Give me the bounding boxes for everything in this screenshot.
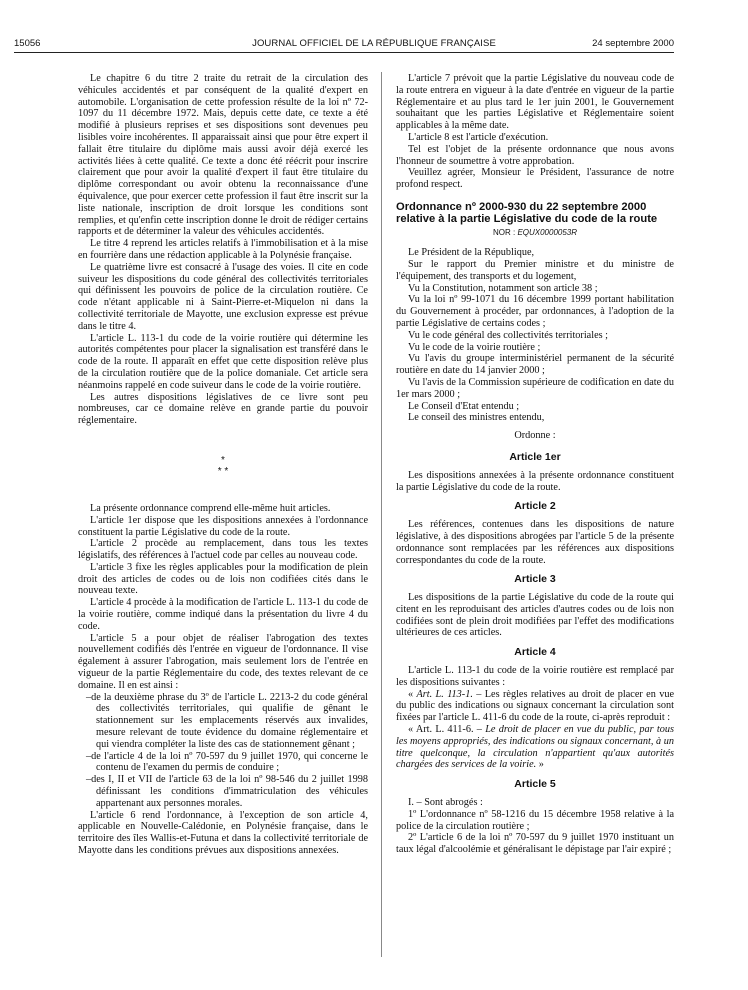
list-item: – de l'article 4 de la loi nº 70-597 du 9 juillet 1970, qui concerne le contenu de l'examen du permis de conduire ; xyxy=(78,751,368,775)
paragraph: Les dispositions de la partie Législative du code de la route qui citent en les reproduisant des articles d'autres codes ou de lois non codifiées sont de plein droit modifiées par l'effet des modifications ultérieures de ces articles. xyxy=(396,592,674,639)
paragraph: Vu l'avis du groupe interministériel permanent de la sécurité routière en date du 14 janvier 2000 ; xyxy=(396,353,674,377)
paragraph: L'article 8 est l'article d'exécution. xyxy=(408,131,549,143)
paragraph: Sur le rapport du Premier ministre et du ministre de l'équipement, des transports et du logement, xyxy=(396,258,674,282)
quoted-text: – Les règles relatives au droit de placer en vue du public des indications ou signaux concernant la circulation sont fixées par l'article L. 411-6 du code de la route, ci-après reproduit : xyxy=(396,688,675,724)
quote-open: « xyxy=(408,688,417,700)
paragraph: 2º L'article 6 de la loi nº 70-597 du 9 juillet 1970 instituant un taux légal d'alcoolémie et généralisant le dépistage par l'air expiré ; xyxy=(396,832,674,856)
paragraph: Le Président de la République, xyxy=(408,247,535,259)
paragraph: Tel est l'objet de la présente ordonnance que nous avons l'honneur de soumettre à votre approbation. xyxy=(396,143,674,167)
paragraph: Vu le code de la voirie routière ; xyxy=(408,341,541,353)
quoted-article xyxy=(396,724,674,771)
paragraph: La présente ordonnance comprend elle-même huit articles. xyxy=(90,502,331,514)
quoted-text-italic: Le droit de placer en vue du public, par tous les moyens appropriés, des indications ou signaux concernant, à un titre quelconque, la circulation n'appartient qu'aux autorités chargées des services de la voirie. xyxy=(396,724,674,771)
paragraph: Vu la loi nº 99-1071 du 16 décembre 1999 portant habilitation du Gouvernement à procéder, par ordonnances, à l'adoption de la partie Législative de certains codes ; xyxy=(396,294,674,329)
quoted-article-ref: Art. L. 113-1. xyxy=(416,688,473,700)
paragraph: L'article 6 rend l'ordonnance, à l'exception de son article 4, applicable en Nouvelle-Calédonie, en Polynésie française, dans le territoire des îles Wallis-et-Futuna et dans la collectivité territoriale de Mayotte dans les conditions prévues aux dispositions annexées. xyxy=(78,809,368,857)
quote-lead: « Art. L. 411-6. – xyxy=(408,724,486,736)
list-item: – des I, II et VII de l'article 63 de la loi nº 98-546 du 2 juillet 1998 définissant les conditions d'immatriculation des véhicules appartenant aux personnes morales. xyxy=(78,774,368,809)
paragraph: L'article L. 113-1 du code de la voirie routière qui détermine les autorités compétentes pour placer la signalisation est transféré dans le code de la route. Il apparaît en effet que cette disposition relève plus de la circulation routière que de la police domaniale. Cet article sera néanmoins rappelé en code suiveur dans le code de la voirie routière. xyxy=(78,332,368,391)
paragraph: L'article 5 a pour objet de réaliser l'abrogation des textes nouvellement codifiés dès l'entrée en vigueur de l'ordonnance. Il vise également à assurer l'abrogation, mais seulement lors de l'entrée en vigueur de la partie Réglementaire du code, des textes relevant de ce domaine. Il en est ainsi : xyxy=(78,632,368,691)
paragraph: L'article 4 procède à la modification de l'article L. 113-1 du code de la voirie routière, comme indiqué dans la présentation du livre 4 du code. xyxy=(78,597,368,632)
publication-date: 24 septembre 2000 xyxy=(592,38,674,49)
page-header xyxy=(0,38,748,50)
paragraph: L'article 1er dispose que les dispositions annexées à l'ordonnance constituent la partie Législative du code de la route. xyxy=(78,514,368,538)
header-rule xyxy=(14,52,674,53)
paragraph: Veuillez agréer, Monsieur le Président, l'assurance de notre profond respect. xyxy=(396,167,674,191)
paragraph: Le quatrième livre est consacré à l'usage des voies. Il cite en code suiveur les dispositions du code général des collectivités territoriales qui définissent les pouvoirs de police de la circulation routière. Ce code n'étant applicable ni à Saint-Pierre-et-Miquelon ni dans la collectivité territoriale de Mayotte, une exclusion expresse est prévue dans le titre 4. xyxy=(78,261,368,332)
separator-star: * xyxy=(221,454,225,466)
paragraph: I. – Sont abrogés : xyxy=(408,797,483,809)
article-heading: Article 2 xyxy=(514,500,556,513)
section-separator xyxy=(78,455,368,477)
paragraph: Vu la Constitution, notamment son article 38 ; xyxy=(408,282,598,294)
paragraph: 1º L'ordonnance nº 58-1216 du 15 décembre 1958 relative à la police de la circulation routière ; xyxy=(396,808,674,832)
paragraph: Le conseil des ministres entendu, xyxy=(408,412,545,424)
nor-reference xyxy=(396,227,674,239)
paragraph: Vu l'avis de la Commission supérieure de codification en date du 1er mars 2000 ; xyxy=(396,376,674,400)
article-heading: Article 1er xyxy=(509,450,561,463)
paragraph: Les autres dispositions législatives de ce livre sont peu nombreuses, car ce domaine relève en grande partie du pouvoir réglementaire. xyxy=(78,391,368,427)
article-heading: Article 5 xyxy=(514,778,556,791)
right-column xyxy=(396,73,674,856)
quote-close: » xyxy=(536,759,544,771)
paragraph: Le chapitre 6 du titre 2 traite du retrait de la circulation des véhicules accidentés et par conséquent de la qualité d'expert en automobile. L'organisation de cette profession résulte de la loi nº 72-1097 du 11 décembre 1972. Mais, depuis cette date, ce texte a été modifié à plusieurs reprises et ses dispositions sont devenues peu lisibles voire incohérentes. Il apparaissait ainsi que pour être expert il fallait être titulaire du diplôme mais aussi avoir déjà exercé les activités liées à cette qualité. Ce texte a donc été réécrit pour inscrire clairement que pour avoir la qualité d'expert il faut être titulaire du diplôme correspondant ou avoir obtenu la reconnaissance d'une équivalence, que pour exercer cette profession il faut être inscrit sur la liste nationale, inscription de droit lorsque les conditions sont remplies, et qu'enfin cette inscription donne le droit de rédiger certains rapports et de déterminer la valeur des véhicules accidentés. xyxy=(78,73,368,238)
article-heading: Article 3 xyxy=(514,573,556,586)
paragraph: L'article L. 113-1 du code de la voirie routière est remplacé par les dispositions suivantes : xyxy=(396,665,674,688)
paragraph: Les dispositions annexées à la présente ordonnance constituent la partie Législative du code de la route. xyxy=(396,469,674,493)
paragraph: L'article 7 prévoit que la partie Législative du nouveau code de la route entrera en vigueur à la date d'entrée en vigueur de la partie Réglementaire et au plus tard le 1er juin 2001, le Gouvernement souhaitant que les parties Législative et Réglementaire soient applicables à la même date. xyxy=(396,73,674,132)
article-heading: Article 4 xyxy=(514,646,556,659)
list-item: – de la deuxième phrase du 3º de l'article L. 2213-2 du code général des collectivités territoriales, qui qualifie de gênant le stationnement sur les emplacements réservés aux invalides, mesure relevant de toute évidence du domaine réglementaire et qui viendra compléter la liste des cas de stationnement gênant ; xyxy=(78,692,368,751)
journal-title: JOURNAL OFFICIEL DE LA RÉPUBLIQUE FRANÇAISE xyxy=(252,38,496,49)
paragraph: L'article 2 procède au remplacement, dans tous les textes législatifs, des références à l'actuel code par celles au nouveau code. xyxy=(78,538,368,562)
quoted-article xyxy=(396,689,674,724)
ordinance-title: Ordonnance nº 2000-930 du 22 septembre 2000 relative à la partie Législative du code de la route xyxy=(396,200,658,226)
paragraph: Les références, contenues dans les dispositions de nature législative, à des dispositions abrogées par l'article 5 de la présente ordonnance sont remplacées par les références aux dispositions correspondantes du code de la route. xyxy=(396,519,674,566)
page-number: 15056 xyxy=(14,38,41,49)
paragraph: Le Conseil d'Etat entendu ; xyxy=(408,400,520,412)
nor-label: NOR : xyxy=(492,228,516,238)
left-column xyxy=(78,73,368,857)
column-divider xyxy=(381,72,382,957)
nor-code: EQUX0000053R xyxy=(517,228,578,238)
paragraph: L'article 3 fixe les règles applicables pour la modification de plein droit des articles de codes ou de lois non codifiées cités dans le nouveau texte. xyxy=(78,561,368,597)
ordonne-heading: Ordonne : xyxy=(514,430,556,442)
separator-stars: * * xyxy=(217,465,229,477)
paragraph: Le titre 4 reprend les articles relatifs à l'immobilisation et à la mise en fourrière dans une rédaction applicable à la Polynésie française. xyxy=(78,238,368,261)
paragraph: Vu le code général des collectivités territoriales ; xyxy=(408,329,609,341)
abrogation-list xyxy=(78,692,368,810)
